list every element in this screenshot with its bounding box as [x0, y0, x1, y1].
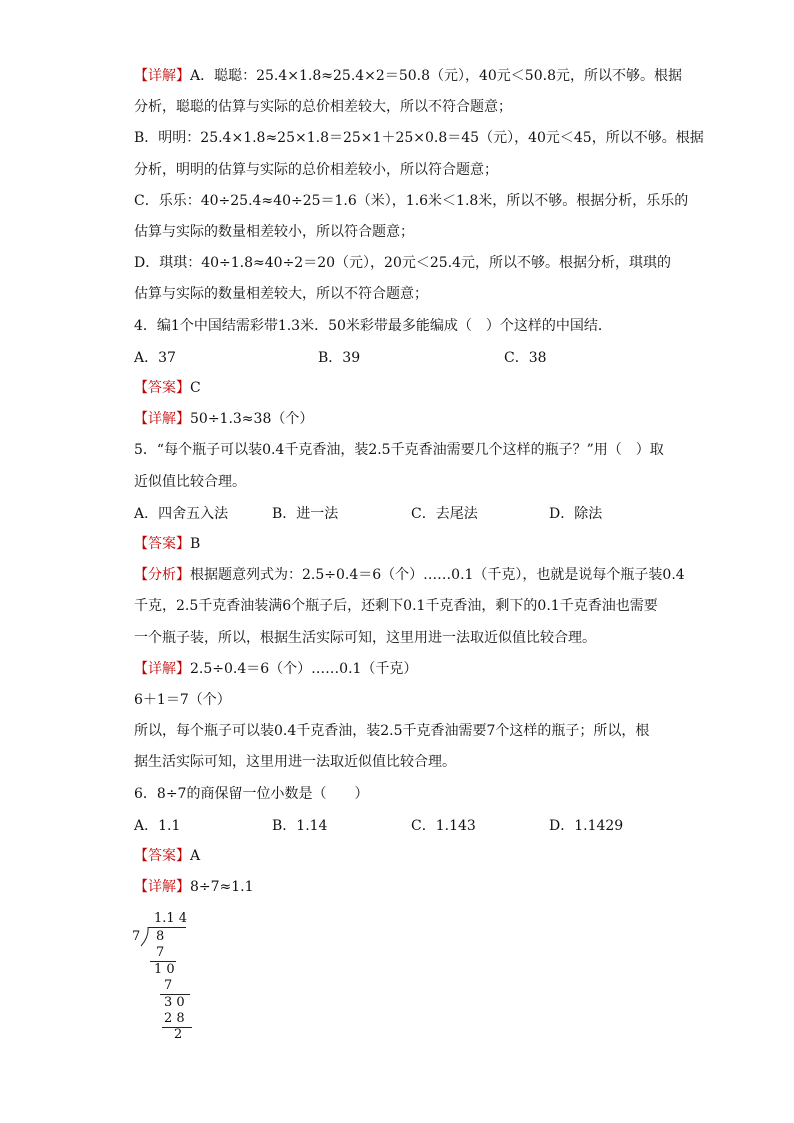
line-text: 6＋1＝7（个） — [134, 692, 231, 708]
text-line — [134, 596, 664, 616]
text-line — [134, 565, 685, 585]
line-text: B — [190, 536, 201, 552]
section-tag: 【答案】 — [134, 380, 190, 396]
division-divisor: 7 — [132, 929, 141, 944]
text-line — [134, 409, 664, 429]
q5-option-d: D．除法 — [549, 506, 603, 522]
text-line — [134, 534, 664, 554]
line-text: 一个瓶子装，所以，根据生活实际可知，这里用进一法取近似值比较合理。 — [134, 630, 596, 646]
section-tag: 【分析】 — [134, 567, 190, 583]
q5-option-b: B．进一法 — [272, 506, 339, 522]
division-step: 2 8 — [164, 1011, 185, 1026]
text-line — [134, 253, 672, 273]
q6-option-a: A．1.1 — [134, 818, 181, 834]
division-bracket — [140, 927, 150, 947]
q6-option-c: C．1.143 — [411, 818, 476, 834]
text-line — [134, 440, 664, 460]
line-text: 估算与实际的数量相差较小，所以符合题意； — [134, 224, 414, 240]
division-step: 7 — [164, 978, 173, 993]
section-tag: 【答案】 — [134, 536, 190, 552]
q4-option-c: C．38 — [504, 350, 547, 366]
text-line — [134, 97, 664, 117]
line-text: 据生活实际可知，这里用进一法取近似值比较合理。 — [134, 754, 456, 770]
section-tag: 【详解】 — [134, 661, 190, 677]
text-line — [134, 721, 664, 741]
line-text: 估算与实际的数量相差较大，所以不符合题意； — [134, 286, 428, 302]
section-tag: 【详解】 — [134, 411, 190, 427]
division-step: 1 0 — [154, 962, 175, 977]
line-text: 8÷7≈1.1 — [190, 879, 254, 895]
line-text: 5．“每个瓶子可以装0.4千克香油，装2.5千克香油需要几个这样的瓶子？”用（ ）取 — [134, 442, 664, 458]
text-line — [134, 628, 664, 648]
text-line — [134, 877, 664, 897]
q5-option-a: A．四舍五入法 — [134, 506, 229, 522]
line-text: 分析，明明的估算与实际的总价相差较小，所以符合题意； — [134, 162, 498, 178]
line-text: D．琪琪：40÷1.8≈40÷2＝20（元），20元＜25.4元，所以不够。根据分析，琪琪的 — [134, 255, 672, 271]
section-tag: 【详解】 — [134, 68, 190, 84]
division-quotient: 1.1 4 — [154, 911, 188, 926]
text-line — [134, 316, 664, 336]
q4-option-a: A．37 — [134, 350, 176, 366]
q5-option-c: C．去尾法 — [411, 506, 478, 522]
division-dividend: 8 — [156, 929, 165, 944]
text-line — [134, 378, 664, 398]
line-text: 2.5÷0.4＝6（个）……0.1（千克） — [190, 661, 418, 677]
q6-option-d: D．1.1429 — [549, 818, 624, 834]
line-text: 近似值比较合理。 — [134, 474, 246, 490]
division-top-bar — [148, 927, 186, 928]
line-text: 50÷1.3≈38（个） — [190, 411, 314, 427]
division-step: 2 — [174, 1027, 183, 1042]
text-line — [134, 752, 664, 772]
section-tag: 【详解】 — [134, 879, 190, 895]
text-line — [134, 128, 704, 148]
division-step: 3 0 — [164, 995, 185, 1010]
long-division — [132, 908, 212, 1042]
line-text: 根据题意列式为：2.5÷0.4＝6（个）……0.1（千克），也就是说每个瓶子装0.4 — [190, 567, 685, 583]
section-tag: 【答案】 — [134, 848, 190, 864]
text-line — [134, 284, 664, 304]
line-text: 6．8÷7的商保留一位小数是（ ） — [134, 786, 369, 802]
text-line — [134, 784, 664, 804]
line-text: C．乐乐：40÷25.4≈40÷25＝1.6（米），1.6米＜1.8米，所以不够。根据分析，乐乐的 — [134, 193, 689, 209]
q4-option-b: B．39 — [318, 350, 361, 366]
line-text: C — [190, 380, 201, 396]
line-text: 千克，2.5千克香油装满6个瓶子后，还剩下0.1千克香油，剩下的0.1千克香油也需要 — [134, 598, 658, 614]
line-text: 4．编1个中国结需彩带1.3米．50米彩带最多能编成（ ）个这样的中国结． — [134, 318, 612, 334]
text-line — [134, 160, 664, 180]
text-line — [134, 191, 689, 211]
text-line — [134, 66, 682, 86]
line-text: 所以，每个瓶子可以装0.4千克香油，装2.5千克香油需要7个这样的瓶子；所以，根 — [134, 723, 650, 739]
line-text: A — [190, 848, 201, 864]
line-text: A．聪聪：25.4×1.8≈25.4×2＝50.8（元），40元＜50.8元，所以不够。根据 — [190, 68, 682, 84]
text-line — [134, 846, 664, 866]
text-line — [134, 222, 664, 242]
line-text: 分析，聪聪的估算与实际的总价相差较大，所以不符合题意； — [134, 99, 512, 115]
division-step: 7 — [156, 945, 165, 960]
line-text: B．明明：25.4×1.8≈25×1.8＝25×1＋25×0.8＝45（元），40元＜45，所以不够。根据 — [134, 130, 704, 146]
text-line — [134, 472, 664, 492]
q6-option-b: B．1.14 — [272, 818, 328, 834]
text-line — [134, 690, 664, 710]
text-line — [134, 659, 664, 679]
